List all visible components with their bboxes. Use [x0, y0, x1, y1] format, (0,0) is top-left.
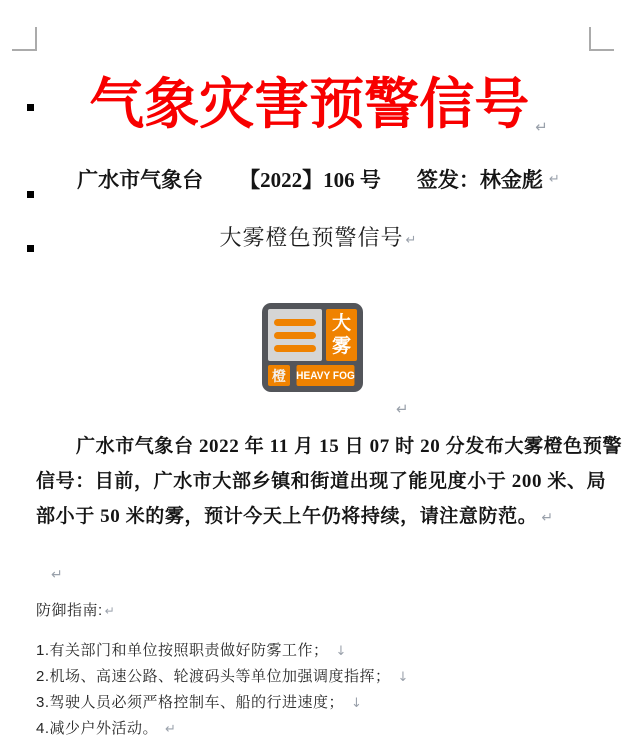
- warning-icon-bottom-row: [268, 365, 357, 386]
- fog-bar-icon: [274, 332, 316, 339]
- paragraph-mark-icon: ↵: [541, 510, 554, 526]
- line-break-mark-icon: ↓: [335, 644, 347, 659]
- paragraph-mark-icon: ↵: [165, 722, 177, 737]
- fog-label-cn: 大雾: [326, 309, 357, 361]
- text-boundary-mark-top-left: [35, 27, 37, 51]
- fog-bar-icon: [274, 319, 316, 326]
- paragraph-mark-icon: ↵: [405, 233, 418, 248]
- paragraph-mark-icon: ↵: [535, 118, 548, 136]
- guide-heading: 防御指南: ↵: [36, 602, 116, 619]
- document-title: 气象灾害预警信号: [89, 73, 530, 135]
- document-number: 【2022】106 号: [239, 168, 381, 192]
- line-break-mark-icon: ↓: [397, 670, 409, 685]
- fog-label-en: HEAVY FOG: [297, 365, 355, 386]
- text-boundary-mark-top-right: [589, 49, 614, 51]
- guide-item: 2.机场、高速公路、轮渡码头等单位加强调度指挥； ↓: [36, 668, 409, 685]
- warning-icon-top-row: [268, 309, 357, 361]
- text-boundary-mark-top-left: [12, 49, 37, 51]
- guide-item: 1.有关部门和单位按照职责做好防雾工作； ↓: [36, 642, 347, 659]
- paragraph-mark-icon: ↵: [51, 567, 63, 583]
- text-boundary-mark-top-right: [589, 27, 591, 51]
- line-break-mark-icon: ↓: [351, 696, 363, 711]
- warning-subtitle: 大雾橙色预警信号: [219, 225, 404, 250]
- warning-body-paragraph: [36, 429, 631, 536]
- signer-name: 签发：林金彪: [416, 168, 543, 192]
- issuer-name: 广水市气象台: [77, 168, 204, 192]
- fog-bar-icon: [274, 345, 316, 352]
- body-line: 部小于 50 米的雾，预计今天上午仍将持续，请注意防范。 ↵: [36, 506, 554, 527]
- issuer-line: [0, 164, 637, 194]
- paragraph-mark-icon: ↵: [548, 171, 560, 187]
- subtitle-row: [0, 221, 637, 252]
- fog-symbol: [268, 309, 322, 361]
- paragraph-mark-icon: ↵: [104, 604, 116, 618]
- body-line: 信号：目前，广水市大部乡镇和街道出现了能见度小于 200 米、局: [36, 471, 607, 492]
- title-row: [0, 64, 637, 144]
- body-line: 广水市气象台 2022 年 11 月 15 日 07 时 20 分发布大雾橙色预警: [76, 436, 623, 457]
- guide-item: 3.驾驶人员必须严格控制车、船的行进速度； ↓: [36, 694, 363, 711]
- guide-item: 4.减少户外活动。 ↵: [36, 720, 177, 737]
- heavy-fog-warning-icon: [262, 303, 363, 392]
- warning-level-char: 橙: [268, 365, 290, 386]
- paragraph-mark-icon: ↵: [396, 400, 409, 418]
